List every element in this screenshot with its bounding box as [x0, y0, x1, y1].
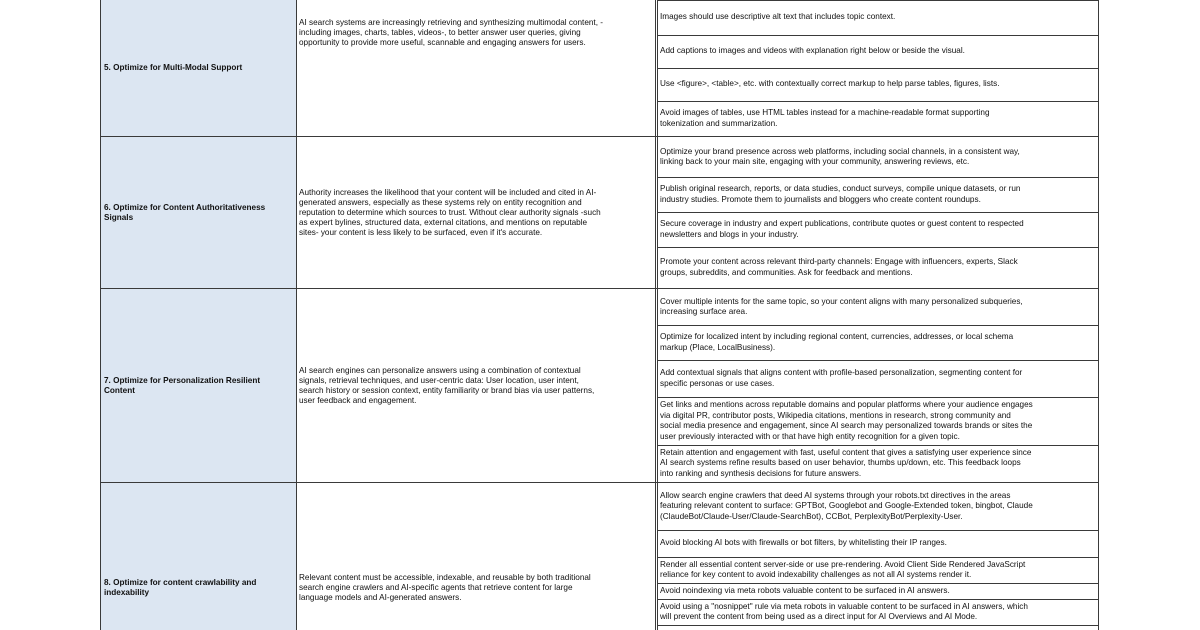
- checklist-item: [657, 247, 1098, 288]
- checklist-item-text: Add captions to images and videos with explanation right below or beside the visual.: [660, 46, 965, 56]
- checklist-item-text: Images should use descriptive alt text that includes topic context.: [660, 12, 896, 22]
- row-divider: [657, 0, 1099, 1]
- table-border: [655, 0, 656, 630]
- checklist-item: [657, 530, 1098, 557]
- row-divider: [657, 557, 1099, 558]
- table-border: [657, 0, 658, 630]
- description-cell: [297, 0, 655, 136]
- row-divider: [657, 325, 1099, 326]
- category-title: 7. Optimize for Personalization Resilient Content: [104, 375, 261, 395]
- checklist-item-text: Optimize for localized intent by including regional content, currencies, addresses, or local schema markup (Place, LocalBusiness).: [660, 332, 1014, 352]
- checklist-item: [657, 583, 1098, 599]
- row-divider: [657, 625, 1099, 626]
- checklist-item: [657, 325, 1098, 360]
- section-divider: [100, 136, 1099, 137]
- description-cell: [297, 137, 655, 288]
- description-text: Authority increases the likelihood that your content will be included and cited in AI- generated answers, especially as these systems rely on entity recognition and reputation to determine which sources to trust. Without clear authority signals -such as expert bylines, structured data, external citations, and mentions on reputable sites- your content is less likely to be surfaced, even if it's accurate.: [299, 187, 601, 237]
- checklist-item: [657, 360, 1098, 397]
- description-cell: [297, 483, 655, 630]
- checklist-item-text: Use <figure>, <table>, etc. with contextually correct markup to help parse tables, figures, lists.: [660, 79, 1000, 89]
- table-border: [100, 0, 101, 630]
- category-cell: [101, 483, 296, 630]
- checklist-item: [657, 101, 1098, 136]
- checklist-item: [657, 177, 1098, 212]
- checklist-item: [657, 68, 1098, 101]
- checklist-item-text: Get links and mentions across reputable domains and popular platforms where your audience engages via digital PR, contributor posts, Wikipedia citations, mentions in research, strong community and social media presence and engagement, since AI search may personalized towards brands or sites the user previously interacted with or that have high entity recognition for a given topic.: [660, 400, 1033, 441]
- row-divider: [657, 445, 1099, 446]
- category-title: 5. Optimize for Multi-Modal Support: [104, 63, 243, 72]
- checklist-item-text: Avoid using a "nosnippet" rule via meta robots in valuable content to be surfaced in AI answers, which will prevent the content from being used as a direct input for AI Overviews and AI Mode.: [660, 601, 1028, 621]
- description-cell: [297, 289, 655, 482]
- row-divider: [657, 68, 1099, 69]
- row-divider: [657, 177, 1099, 178]
- checklist-item: [657, 557, 1098, 583]
- checklist-item-text: Promote your content across relevant third-party channels: Engage with influencers, experts, Slack groups, subreddits, and communities. Ask for feedback and mentions.: [660, 257, 1018, 277]
- checklist-item-text: Avoid noindexing via meta robots valuable content to be surfaced in AI answers.: [660, 585, 950, 595]
- checklist-item-text: Add contextual signals that aligns content with profile-based personalization, segmenting content for specific personas or use cases.: [660, 368, 1023, 388]
- row-divider: [657, 583, 1099, 584]
- table-border: [296, 0, 297, 630]
- category-title: 8. Optimize for content crawlability and indexability: [104, 578, 257, 597]
- row-divider: [657, 247, 1099, 248]
- checklist-item: [657, 137, 1098, 177]
- table-border: [1098, 0, 1099, 630]
- checklist-item-text: Publish original research, reports, or data studies, conduct surveys, compile unique datasets, or run industry studies. Promote them to journalists and bloggers who create content roundups.: [660, 184, 1021, 204]
- checklist-item: [657, 483, 1098, 530]
- checklist-item: [657, 212, 1098, 247]
- row-divider: [657, 101, 1099, 102]
- checklist-item: [657, 397, 1098, 445]
- checklist-item-text: Avoid images of tables, use HTML tables instead for a machine-readable format supporting tokenization and summarization.: [660, 108, 990, 128]
- row-divider: [657, 35, 1099, 36]
- checklist-item: [657, 445, 1098, 482]
- checklist-item-text: Render all essential content server-side or use pre-rendering. Avoid Client Side Rendered JavaScript reliance for key content to avoid indexability challenges as not all AI systems render it.: [660, 559, 1026, 579]
- category-title: 6. Optimize for Content Authoritativeness Signals: [104, 202, 266, 222]
- row-divider: [657, 360, 1099, 361]
- checklist-item-text: Avoid blocking AI bots with firewalls or bot filters, by whitelisting their IP ranges.: [660, 538, 947, 548]
- checklist-item: [657, 599, 1098, 625]
- section-divider: [100, 288, 1099, 289]
- checklist-item: [657, 35, 1098, 68]
- checklist-item: [657, 289, 1098, 325]
- row-divider: [657, 397, 1099, 398]
- row-divider: [657, 530, 1099, 531]
- category-cell: [101, 0, 296, 136]
- checklist-item-text: Optimize your brand presence across web platforms, including social channels, in a consistent way, linking back to your main site, engaging with your community, answering reviews, etc.: [660, 146, 1020, 166]
- row-divider: [657, 599, 1099, 600]
- section-divider: [100, 482, 1099, 483]
- description-text: Relevant content must be accessible, indexable, and reusable by both traditional search engine crawlers and AI-specific agents that retrieve content for large language models and AI-generated answers.: [299, 573, 591, 602]
- checklist-item: [657, 0, 1098, 35]
- category-cell: [101, 137, 296, 288]
- checklist-item-text: Secure coverage in industry and expert publications, contribute quotes or guest content to respected newsletters and blogs in your industry.: [660, 219, 1024, 239]
- checklist-item-text: Retain attention and engagement with fast, useful content that gives a satisfying user experience since AI search systems refine results based on user behavior, thumbs up/down, etc. This feedback loops into ranking and synthesis decisions for future answers.: [660, 447, 1032, 478]
- description-text: AI search systems are increasingly retrieving and synthesizing multimodal content, - including images, charts, tables, videos-, to better answer user queries, giving opportunity to provide more useful, scannable and engaging answers for users.: [299, 18, 603, 47]
- checklist-item-text: Cover multiple intents for the same topic, so your content aligns with many personalized subqueries, increasing surface area.: [660, 296, 1023, 316]
- row-divider: [657, 212, 1099, 213]
- category-cell: [101, 289, 296, 482]
- checklist-item-text: Allow search engine crawlers that deed AI systems through your robots.txt directives in the areas featuring relevant content to surface: GPTBot, Googlebot and Google-Extended token, bingbot, Claude (ClaudeBot/Claude-User/Claude-SearchBot), CCBot, PerplexityBot/Perplexity-User.: [660, 490, 1033, 521]
- description-text: AI search engines can personalize answers using a combination of contextual signals, retrieval techniques, and user-centric data: User location, user intent, search history or session context, entity familiarity or brand bias via user patterns, user feedback and engagement.: [299, 365, 595, 405]
